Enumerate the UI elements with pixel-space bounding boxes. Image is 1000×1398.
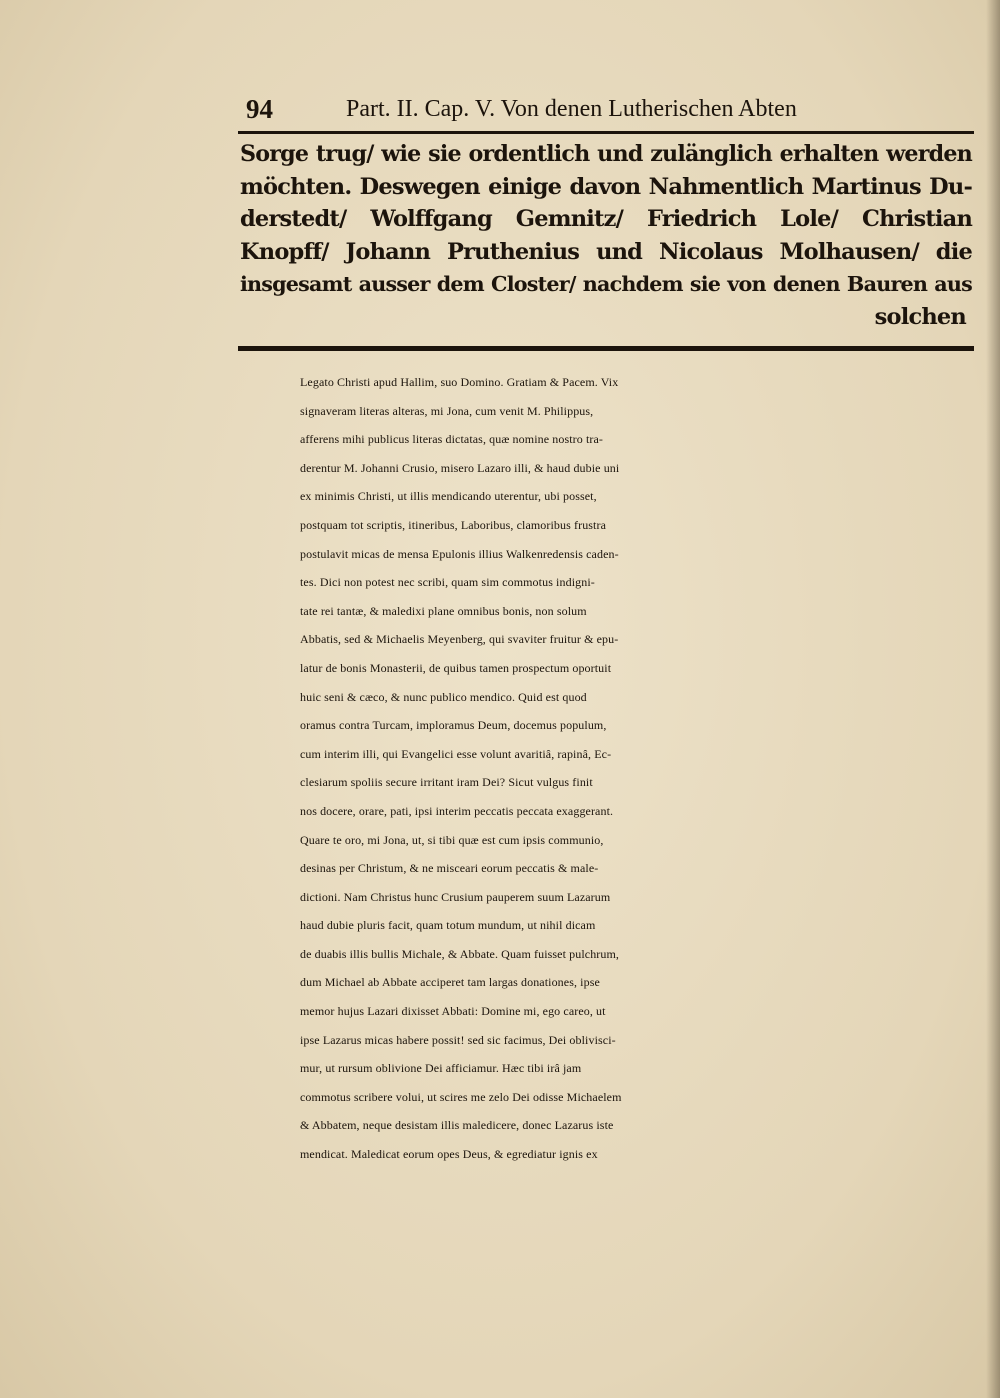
latin-line: postquam tot scriptis, itineribus, Laboribus, clamoribus frustra	[300, 517, 607, 532]
latin-line: latur de bonis Monasterii, de quibus tamen prospectum oportuit	[300, 660, 612, 675]
latin-line: derentur M. Johanni Crusio, misero Lazaro illi, & haud dubie uni	[300, 460, 620, 475]
latin-line: nos docere, orare, pati, ipsi interim peccatis peccata exaggerant.	[300, 803, 614, 818]
latin-line: de duabis illis bullis Michale, & Abbate. Quam fuisset pulchrum,	[300, 946, 620, 961]
latin-letter	[300, 368, 968, 1169]
latin-line: clesiarum spoliis secure irritant iram Dei? Sicut vulgus finit	[300, 775, 593, 790]
latin-line: & Abbatem, neque desistam illis maledicere, donec Lazarus iste	[300, 1118, 614, 1133]
german-line: derstedt/ Wolffgang Gemnitz/ Friedrich Lole/ Christian	[240, 206, 972, 232]
latin-line: Legato Christi apud Hallim, suo Domino. Gratiam & Pacem. Vix	[300, 375, 619, 389]
latin-line: huic seni & cæco, & nunc publico mendico. Quid est quod	[300, 689, 587, 704]
latin-line: ex minimis Christi, ut illis mendicando uterentur, ubi posset,	[300, 489, 597, 504]
latin-line: oramus contra Turcam, imploramus Deum, docemus populum,	[300, 718, 607, 733]
latin-line: mendicat. Maledicat eorum opes Deus, & egrediatur ignis ex	[300, 1147, 598, 1162]
latin-line: mur, ut rursum oblivione Dei afficiamur. Hæc tibi irâ jam	[300, 1061, 582, 1076]
german-line: insgesamt ausser dem Closter/ nachdem sie von denen Bauren aus	[240, 272, 972, 296]
german-line: möchten. Deswegen einige davon Nahmentlich Martinus Du-	[240, 173, 972, 200]
latin-line: ipse Lazarus micas habere possit! sed sic facimus, Dei oblivisci-	[300, 1032, 616, 1047]
latin-line: dum Michael ab Abbate acciperet tam largas donationes, ipse	[300, 975, 600, 990]
latin-line: Abbatis, sed & Michaelis Meyenberg, qui svaviter fruitur & epu-	[300, 632, 619, 647]
german-line: Sorge trug/ wie sie ordentlich und zulänglich erhalten werden	[240, 141, 972, 167]
latin-line: Quare te oro, mi Jona, ut, si tibi quæ est cum ipsis communio,	[300, 832, 604, 847]
german-paragraph	[240, 138, 972, 333]
latin-line: desinas per Christum, & ne misceari eorum peccatis & male-	[300, 861, 599, 876]
section-rule	[238, 346, 974, 351]
latin-line: haud dubie pluris facit, quam totum mundum, ut nihil dicam	[300, 918, 596, 933]
latin-line: tes. Dici non potest nec scribi, quam sim commotus indigni-	[300, 575, 595, 590]
latin-line: memor hujus Lazari dixisset Abbati: Domine mi, ego careo, ut	[300, 1004, 606, 1019]
latin-line: afferens mihi publicus literas dictatas, quæ nomine nostro tra-	[300, 432, 604, 447]
german-line: Knopff/ Johann Pruthenius und Nicolaus Molhausen/ die	[240, 238, 972, 265]
running-title: Part. II. Cap. V. Von denen Lutherischen Abten	[346, 96, 797, 122]
german-catchword: solchen	[874, 303, 966, 330]
latin-line: signaveram literas alteras, mi Jona, cum venit M. Philippus,	[300, 403, 594, 418]
latin-line: cum interim illi, qui Evangelici esse volunt avaritiâ, rapinâ, Ec-	[300, 746, 612, 761]
latin-line: postulavit micas de mensa Epulonis illius Walkenredensis caden-	[300, 546, 619, 561]
latin-line: tate rei tantæ, & maledixi plane omnibus bonis, non solum	[300, 603, 587, 618]
latin-line: dictioni. Nam Christus hunc Crusium pauperem suum Lazarum	[300, 889, 611, 904]
page-edge-shadow	[986, 0, 1000, 1398]
latin-line: commotus scribere volui, ut scires me zelo Dei odisse Michaelem	[300, 1089, 622, 1104]
page-number: 94	[246, 94, 273, 124]
page-header	[238, 88, 958, 128]
header-rule	[238, 131, 974, 134]
